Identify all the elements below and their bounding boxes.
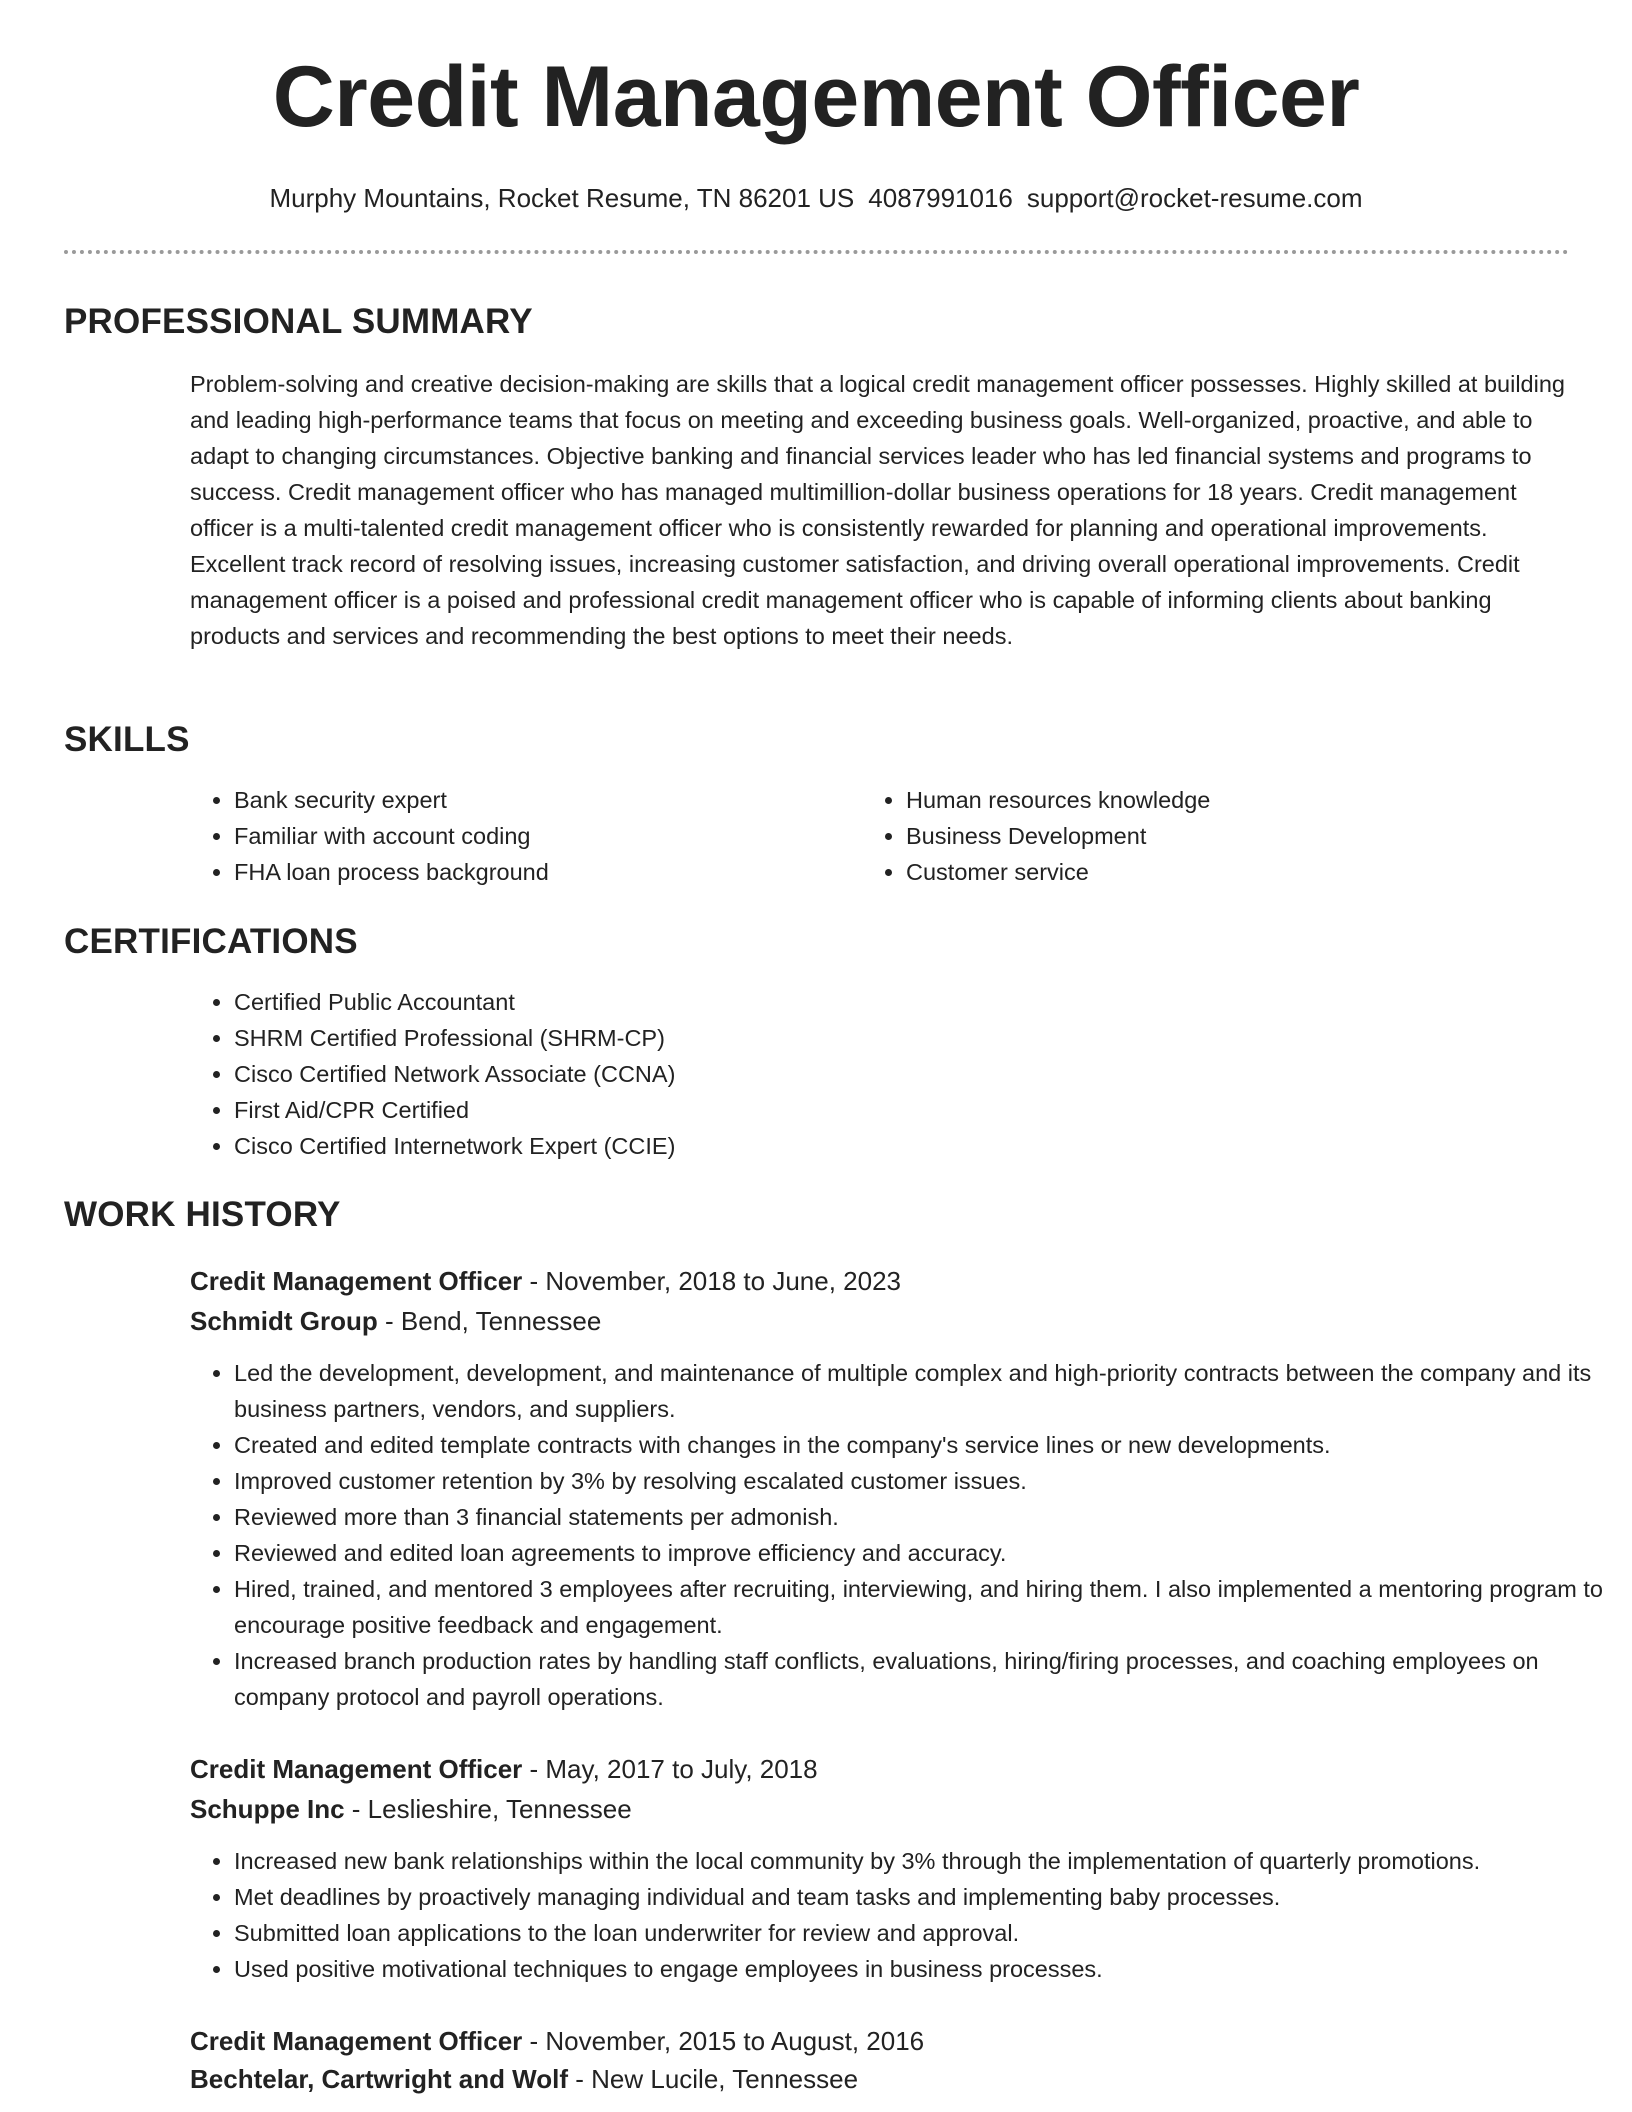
certification-item: • SHRM Certified Professional (SHRM-CP) <box>234 1020 1534 1056</box>
job-bullet: • Submitted loan applications to the loan underwriter for review and approval. <box>234 1915 1632 1951</box>
resume-name: Credit Management Officer <box>272 49 1360 145</box>
header-divider <box>64 250 1569 254</box>
skill-item: • Familiar with account coding <box>234 818 854 854</box>
job-bullet: • Used positive motivational techniques to engage employees in business processes. <box>234 1951 1632 1987</box>
job-bullets <box>190 1843 1632 1987</box>
certification-item: • Cisco Certified Internetwork Expert (CCIE) <box>234 1128 1534 1164</box>
job-location: - Bend, Tennessee <box>377 1306 602 1336</box>
job-company: Schmidt Group <box>190 1306 378 1336</box>
job-dates: - May, 2017 to July, 2018 <box>522 1754 818 1784</box>
job-dates: - November, 2015 to August, 2016 <box>522 2026 925 2056</box>
job-title: Credit Management Officer <box>190 1266 523 1296</box>
job-location: - New Lucile, Tennessee <box>568 2064 859 2094</box>
contact-email[interactable]: support@rocket-resume.com <box>1026 183 1363 213</box>
certification-item: • First Aid/CPR Certified <box>234 1092 1534 1128</box>
job-bullet: • Reviewed more than 3 financial statements per admonish. <box>234 1499 1614 1535</box>
job-title-line <box>190 2028 924 2054</box>
job-company: Bechtelar, Cartwright and Wolf <box>190 2064 569 2094</box>
job-bullet: • Reviewed and edited loan agreements to improve efficiency and accuracy. <box>234 1535 1614 1571</box>
job-bullet: • Increased branch production rates by handling staff conflicts, evaluations, hiring/firing processes, and coaching employees on company protocol and payroll operations. <box>234 1643 1614 1715</box>
skills-heading: SKILLS <box>64 720 190 759</box>
job-bullet: • Created and edited template contracts with changes in the company's service lines or new developments. <box>234 1427 1614 1463</box>
job-bullet: • Hired, trained, and mentored 3 employees after recruiting, interviewing, and hiring them. I also implemented a mentoring program to encourage positive feedback and engagement. <box>234 1571 1614 1643</box>
job-bullet: • Met deadlines by proactively managing individual and team tasks and implementing baby processes. <box>234 1879 1632 1915</box>
summary-heading: PROFESSIONAL SUMMARY <box>64 302 533 341</box>
job-bullet: • Led the development, development, and maintenance of multiple complex and high-priority contracts between the company and its business partners, vendors, and suppliers. <box>234 1355 1614 1427</box>
certification-item: • Certified Public Accountant <box>234 984 1534 1020</box>
skills-list-right <box>862 782 1606 890</box>
job-company-line <box>190 1796 632 1822</box>
skill-item: • FHA loan process background <box>234 854 854 890</box>
job-dates: - November, 2018 to June, 2023 <box>522 1266 901 1296</box>
job-location: - Leslieshire, Tennessee <box>344 1794 632 1824</box>
job-title-line <box>190 1756 818 1782</box>
skill-item: • Customer service <box>906 854 1606 890</box>
certifications-list <box>190 984 1534 1164</box>
skill-item: • Business Development <box>906 818 1606 854</box>
work-history-heading: WORK HISTORY <box>64 1195 341 1234</box>
job-bullet: • Improved customer retention by 3% by resolving escalated customer issues. <box>234 1463 1614 1499</box>
certification-item: • Cisco Certified Network Associate (CCNA) <box>234 1056 1534 1092</box>
job-title-line <box>190 1268 901 1294</box>
job-title: Credit Management Officer <box>190 1754 523 1784</box>
job-company-line <box>190 2066 858 2092</box>
job-bullet: • Increased new bank relationships within the local community by 3% through the implementation of quarterly promotions. <box>234 1843 1632 1879</box>
job-bullets <box>190 1355 1614 1715</box>
contact-phone: 4087991016 <box>868 183 1013 213</box>
contact-address: Murphy Mountains, Rocket Resume, TN 86201 US <box>269 183 855 213</box>
job-company: Schuppe Inc <box>190 1794 345 1824</box>
certifications-heading: CERTIFICATIONS <box>64 922 358 961</box>
skill-item: • Human resources knowledge <box>906 782 1606 818</box>
contact-line <box>0 183 1632 214</box>
job-title: Credit Management Officer <box>190 2026 523 2056</box>
skill-item: • Bank security expert <box>234 782 854 818</box>
summary-text: Problem-solving and creative decision-making are skills that a logical credit management officer possesses. Highly skilled at building and leading high-performance teams that focus on meeting and exceeding business goals. Well-organized, proactive, and able to adapt to changing circumstances. Objective banking and financial services leader who has led financial systems and programs to success. Credit management officer who has managed multimillion-dollar business operations for 18 years. Credit management officer is a multi-talented credit management officer who is consistently rewarded for planning and operational improvements. Excellent track record of resolving issues, increasing customer satisfaction, and driving overall operational improvements. Credit management officer is a poised and professional credit management officer who is capable of informing clients about banking products and services and recommending the best options to meet their needs. <box>190 371 1565 649</box>
skills-list-left <box>190 782 854 890</box>
job-company-line <box>190 1308 601 1334</box>
